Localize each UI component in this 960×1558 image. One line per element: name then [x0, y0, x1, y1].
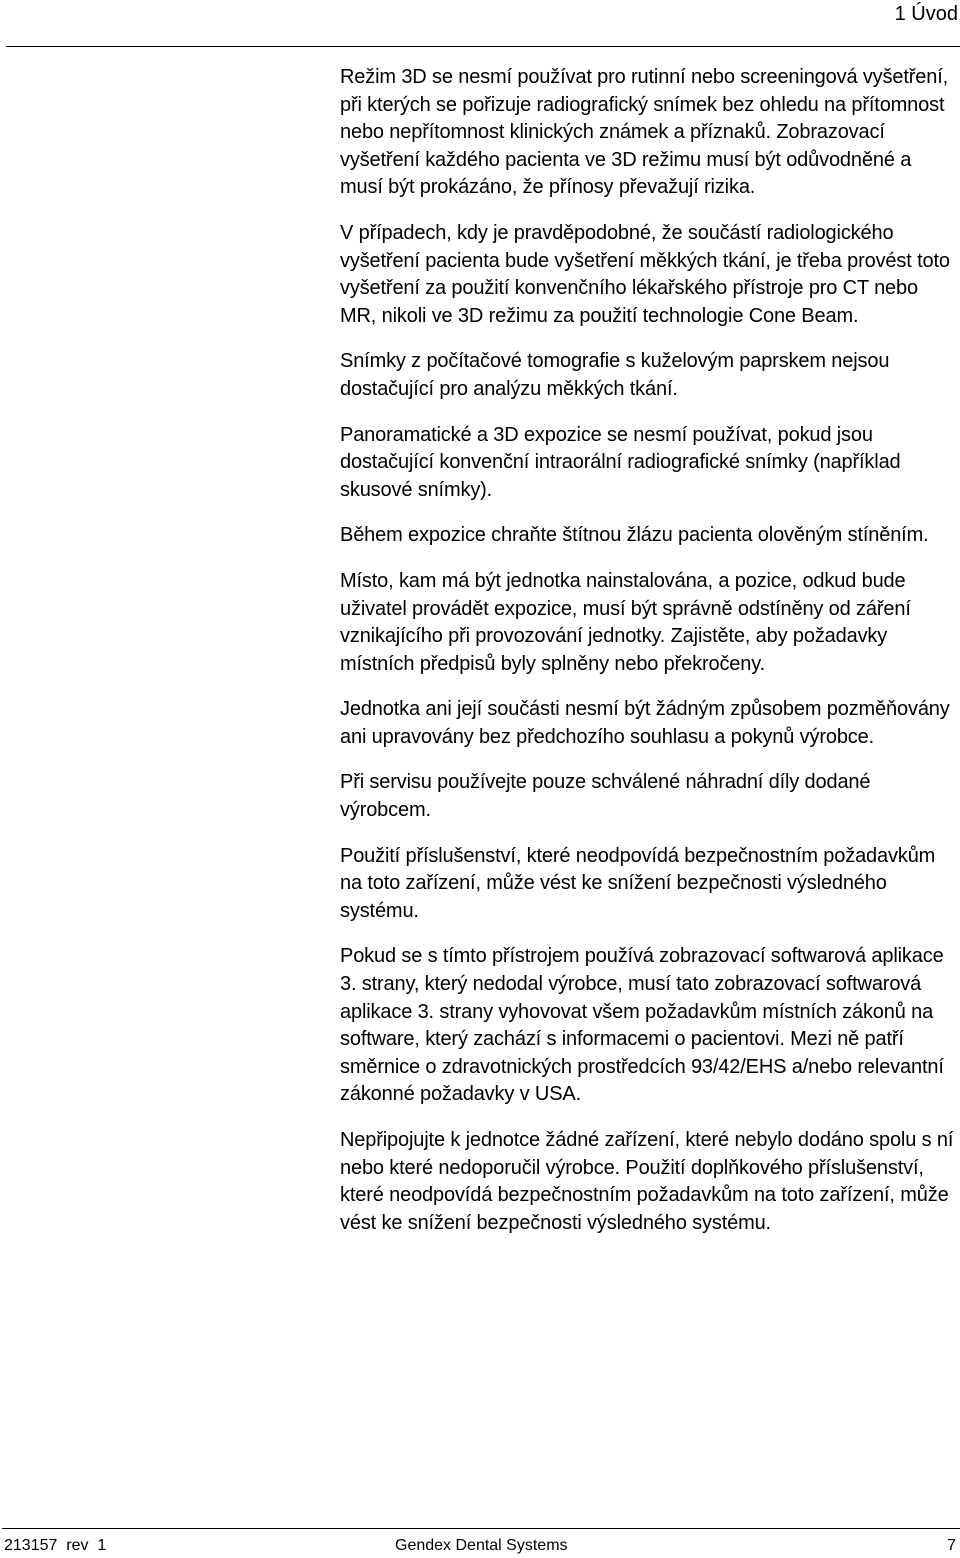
paragraph-cbct-insufficient: Snímky z počítačové tomografie s kuželovým paprskem nejsou dostačující pro analýzu měkkých tkání.	[340, 350, 890, 400]
paragraph-panoramic-3d-exposure: Panoramatické a 3D expozice se nesmí používat, pokud jsou dostačující konvenční intraorální radiografické snímky (například skusové snímky).	[340, 423, 901, 501]
paragraph-no-modifications: Jednotka ani její součásti nesmí být žádným způsobem pozměňovány ani upravovány bez předchozího souhlasu a pokynů výrobce.	[340, 698, 950, 748]
paragraph-accessory-safety: Použití příslušenství, které neodpovídá bezpečnostním požadavkům na toto zařízení, může vést ke snížení bezpečnosti výsledného systému.	[340, 844, 936, 922]
chapter-heading: 1 Úvod	[894, 3, 958, 25]
header-divider	[6, 46, 960, 47]
paragraph-approved-spare-parts: Při servisu používejte pouze schválené náhradní díly dodané výrobcem.	[340, 771, 871, 822]
paragraph-no-unapproved-devices: Nepřipojujte k jednotce žádné zařízení, které nebylo dodáno spolu s ní nebo které nedoporučil výrobce. Použití doplňkového příslušenství, které neodpovídá bezpečnostním požadavkům na toto zařízení, může vést ke snížení bezpečnosti výsledného systému.	[340, 1129, 954, 1234]
page-number: 7	[947, 1537, 956, 1554]
body-text	[340, 64, 958, 1255]
paragraph-3d-mode-restriction: Režim 3D se nesmí používat pro rutinní nebo screeningová vyšetření, při kterých se pořizuje radiografický snímek bez ohledu na přítomnost nebo nepřítomnost klinických známek a příznaků. Zobrazovací vyšetření každého pacienta ve 3D režimu musí být odůvodněné a musí být prokázáno, že přínosy převažují rizika.	[340, 66, 949, 199]
paragraph-installation-shielding: Místo, kam má být jednotka nainstalována, a pozice, odkud bude uživatel provádět expozice, musí být správně odstíněny od záření vznikajícího při provozování jednotky. Zajistěte, aby požadavky místních předpisů byly splněny nebo překročeny.	[340, 569, 911, 675]
company-name: Gendex Dental Systems	[395, 1537, 568, 1554]
footer-divider	[2, 1528, 960, 1529]
paragraph-thyroid-shielding: Během expozice chraňte štítnou žlázu pacienta olověným stíněním.	[340, 524, 929, 547]
paragraph-soft-tissue-exam: V případech, kdy je pravděpodobné, že součástí radiologického vyšetření pacienta bude vyšetření měkkých tkání, je třeba provést toto vyšetření za použití konvenčního lékařského přístroje pro CT nebo MR, nikoli ve 3D režimu za použití technologie Cone Beam.	[340, 221, 950, 327]
document-number: 213157 rev 1	[4, 1537, 107, 1554]
paragraph-third-party-software: Pokud se s tímto přístrojem používá zobrazovací softwarová aplikace 3. strany, který nedodal výrobce, musí tato zobrazovací softwarová aplikace 3. strany vyhovovat všem požadavkům místních zákonů na software, který zachází s informacemi o pacientovi. Mezi ně patří směrnice o zdravotnických prostředcích 93/42/EHS a/nebo relevantní zákonné požadavky v USA.	[340, 945, 944, 1106]
